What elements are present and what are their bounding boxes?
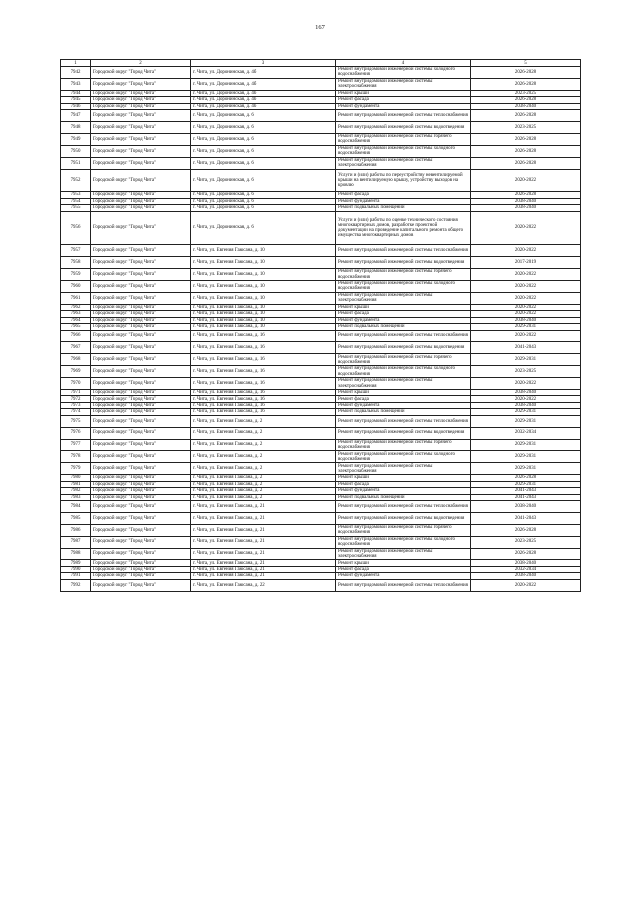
period-cell: 2038-2040 (471, 317, 581, 323)
table-row (61, 524, 581, 536)
period-cell: 2026-2028 (471, 97, 581, 103)
address-cell: г. Чита, ул. Евгения Гаюсана, д. 10 (191, 245, 336, 257)
municipality-cell: Городской округ "Город Чита" (91, 145, 191, 157)
municipality-cell: Городской округ "Город Чита" (91, 560, 191, 566)
municipality-cell: Городской округ "Город Чита" (91, 439, 191, 451)
municipality-cell: Городской округ "Город Чита" (91, 481, 191, 487)
row-number: 7960 (61, 281, 91, 293)
table-row (61, 512, 581, 524)
address-cell: г. Чита, ул. Евгения Гаюсана, д. 21 (191, 512, 336, 524)
period-cell: 2023-2025 (471, 121, 581, 133)
period-cell: 2026-2028 (471, 67, 581, 79)
municipality-cell: Городской округ "Город Чита" (91, 169, 191, 192)
table-row (61, 366, 581, 378)
address-cell: г. Чита, ул. Евгения Гаюсана, д. 2 (191, 463, 336, 475)
municipality-cell: Городской округ "Город Чита" (91, 451, 191, 463)
period-cell: 2029-2031 (471, 439, 581, 451)
table-row (61, 463, 581, 475)
period-cell: 2020-2022 (471, 330, 581, 342)
work-type-cell: Ремонт внутридомовой инженерной системы холодного водоснабжения (336, 281, 471, 293)
work-type-cell: Ремонт крыши (336, 90, 471, 96)
municipality-cell: Городской округ "Город Чита" (91, 157, 191, 169)
address-cell: г. Чита, ул. Доронинская, д. 6 (191, 145, 336, 157)
work-type-cell: Ремонт внутридомовой инженерной системы электроснабжения (336, 378, 471, 390)
address-cell: г. Чита, ул. Евгения Гаюсана, д. 16 (191, 409, 336, 415)
municipality-cell: Городской округ "Город Чита" (91, 198, 191, 204)
table-body (61, 67, 581, 592)
column-header: 3 (191, 60, 336, 67)
column-header: 1 (61, 60, 91, 67)
work-type-cell: Ремонт внутридомовой инженерной системы водоотведения (336, 257, 471, 269)
municipality-cell: Городской округ "Город Чита" (91, 133, 191, 145)
work-type-cell: Ремонт внутридомовой инженерной системы теплоснабжения (336, 245, 471, 257)
row-number: 7963 (61, 311, 91, 317)
municipality-cell: Городской округ "Город Чита" (91, 378, 191, 390)
address-cell: г. Чита, ул. Евгения Гаюсана, д. 22 (191, 579, 336, 591)
table-row (61, 257, 581, 269)
row-number: 7988 (61, 548, 91, 560)
row-number: 7951 (61, 157, 91, 169)
period-cell: 2038-2040 (471, 205, 581, 211)
work-type-cell: Ремонт крыши (336, 475, 471, 481)
period-cell: 2038-2040 (471, 500, 581, 512)
table-row (61, 427, 581, 439)
table-row (61, 169, 581, 192)
municipality-cell: Городской округ "Город Чита" (91, 488, 191, 494)
row-number: 7958 (61, 257, 91, 269)
table-row (61, 145, 581, 157)
address-cell: г. Чита, ул. Евгения Гаюсана, д. 21 (191, 573, 336, 579)
address-cell: г. Чита, ул. Доронинская, д. 4б (191, 103, 336, 109)
table-row (61, 548, 581, 560)
row-number: 7978 (61, 451, 91, 463)
municipality-cell: Городской округ "Город Чита" (91, 192, 191, 198)
table-row (61, 378, 581, 390)
municipality-cell: Городской округ "Город Чита" (91, 524, 191, 536)
period-cell: 2038-2040 (471, 198, 581, 204)
table-row (61, 439, 581, 451)
address-cell: г. Чита, ул. Доронинская, д. 6 (191, 205, 336, 211)
work-type-cell: Ремонт внутридомовой инженерной системы теплоснабжения (336, 110, 471, 122)
municipality-cell: Городской округ "Город Чита" (91, 512, 191, 524)
municipality-cell: Городской округ "Город Чита" (91, 427, 191, 439)
work-type-cell: Ремонт внутридомовой инженерной системы теплоснабжения (336, 415, 471, 427)
period-cell: 2020-2022 (471, 579, 581, 591)
address-cell: г. Чита, ул. Евгения Гаюсана, д. 21 (191, 536, 336, 548)
row-number: 7946 (61, 103, 91, 109)
work-type-cell: Ремонт фасада (336, 481, 471, 487)
work-type-cell: Ремонт фасада (336, 396, 471, 402)
address-cell: г. Чита, ул. Евгения Гаюсана, д. 10 (191, 257, 336, 269)
address-cell: г. Чита, ул. Доронинская, д. 4б (191, 78, 336, 90)
period-cell: 2029-2031 (471, 324, 581, 330)
table-row (61, 245, 581, 257)
period-cell: 2026-2028 (471, 145, 581, 157)
period-cell: 2029-2031 (471, 415, 581, 427)
work-type-cell: Ремонт внутридомовой инженерной системы теплоснабжения (336, 579, 471, 591)
municipality-cell: Городской округ "Город Чита" (91, 494, 191, 500)
row-number: 7989 (61, 560, 91, 566)
municipality-cell: Городской округ "Город Чита" (91, 415, 191, 427)
address-cell: г. Чита, ул. Евгения Гаюсана, д. 16 (191, 366, 336, 378)
period-cell: 2020-2022 (471, 378, 581, 390)
period-cell: 2020-2022 (471, 396, 581, 402)
table-row (61, 110, 581, 122)
work-type-cell: Ремонт внутридомовой инженерной системы электроснабжения (336, 548, 471, 560)
work-type-cell: Ремонт внутридомовой инженерной системы водоотведения (336, 342, 471, 354)
period-cell: 2017-2019 (471, 257, 581, 269)
work-type-cell: Ремонт внутридомовой инженерной системы электроснабжения (336, 292, 471, 304)
municipality-cell: Городской округ "Город Чита" (91, 103, 191, 109)
address-cell: г. Чита, ул. Доронинская, д. 4б (191, 90, 336, 96)
row-number: 7986 (61, 524, 91, 536)
address-cell: г. Чита, ул. Евгения Гаюсана, д. 2 (191, 481, 336, 487)
row-number: 7968 (61, 354, 91, 366)
period-cell: 2029-2031 (471, 409, 581, 415)
row-number: 7948 (61, 121, 91, 133)
period-cell: 2032-2034 (471, 566, 581, 572)
municipality-cell: Городской округ "Город Чита" (91, 342, 191, 354)
table-row (61, 133, 581, 145)
work-type-cell: Ремонт внутридомовой инженерной системы холодного водоснабжения (336, 67, 471, 79)
period-cell: 2038-2040 (471, 103, 581, 109)
period-cell: 2020-2022 (471, 211, 581, 245)
address-cell: г. Чита, ул. Евгения Гаюсана, д. 10 (191, 281, 336, 293)
address-cell: г. Чита, ул. Евгения Гаюсана, д. 16 (191, 396, 336, 402)
address-cell: г. Чита, ул. Евгения Гаюсана, д. 21 (191, 500, 336, 512)
work-type-cell: Ремонт внутридомовой инженерной системы электроснабжения (336, 78, 471, 90)
municipality-cell: Городской округ "Город Чита" (91, 354, 191, 366)
work-type-cell: Ремонт внутридомовой инженерной системы горячего водоснабжения (336, 524, 471, 536)
municipality-cell: Городской округ "Город Чита" (91, 548, 191, 560)
table-row (61, 451, 581, 463)
municipality-cell: Городской округ "Город Чита" (91, 245, 191, 257)
row-number: 7991 (61, 573, 91, 579)
municipality-cell: Городской округ "Город Чита" (91, 324, 191, 330)
work-type-cell: Ремонт внутридомовой инженерной системы теплоснабжения (336, 500, 471, 512)
table-row (61, 121, 581, 133)
row-number: 7971 (61, 390, 91, 396)
row-number: 7954 (61, 198, 91, 204)
period-cell: 2020-2022 (471, 281, 581, 293)
period-cell: 2026-2028 (471, 110, 581, 122)
municipality-cell: Городской округ "Город Чита" (91, 463, 191, 475)
row-number: 7976 (61, 427, 91, 439)
municipality-cell: Городской округ "Город Чита" (91, 110, 191, 122)
work-type-cell: Ремонт фундамента (336, 198, 471, 204)
municipality-cell: Городской округ "Город Чита" (91, 475, 191, 481)
table-row (61, 292, 581, 304)
address-cell: г. Чита, ул. Евгения Гаюсана, д. 2 (191, 427, 336, 439)
work-type-cell: Ремонт внутридомовой инженерной системы горячего водоснабжения (336, 133, 471, 145)
municipality-cell: Городской округ "Город Чита" (91, 390, 191, 396)
row-number: 7950 (61, 145, 91, 157)
row-number: 7969 (61, 366, 91, 378)
work-type-cell: Ремонт внутридомовой инженерной системы холодного водоснабжения (336, 536, 471, 548)
table-row (61, 269, 581, 281)
address-cell: г. Чита, ул. Доронинская, д. 6 (191, 121, 336, 133)
row-number: 7992 (61, 579, 91, 591)
address-cell: г. Чита, ул. Евгения Гаюсана, д. 21 (191, 560, 336, 566)
row-number: 7974 (61, 409, 91, 415)
row-number: 7961 (61, 292, 91, 304)
address-cell: г. Чита, ул. Евгения Гаюсана, д. 2 (191, 494, 336, 500)
address-cell: г. Чита, ул. Евгения Гаюсана, д. 2 (191, 488, 336, 494)
period-cell: 2020-2022 (471, 169, 581, 192)
municipality-cell: Городской округ "Город Чита" (91, 500, 191, 512)
work-type-cell: Ремонт внутридомовой инженерной системы водоотведения (336, 121, 471, 133)
table-row (61, 342, 581, 354)
row-number: 7979 (61, 463, 91, 475)
row-number: 7967 (61, 342, 91, 354)
work-type-cell: Ремонт внутридомовой инженерной системы горячего водоснабжения (336, 439, 471, 451)
address-cell: г. Чита, ул. Евгения Гаюсана, д. 10 (191, 292, 336, 304)
period-cell: 2029-2031 (471, 354, 581, 366)
period-cell: 2029-2031 (471, 481, 581, 487)
table-header (61, 60, 581, 67)
row-number: 7966 (61, 330, 91, 342)
row-number: 7973 (61, 402, 91, 408)
municipality-cell: Городской округ "Город Чита" (91, 67, 191, 79)
table-row (61, 330, 581, 342)
row-number: 7975 (61, 415, 91, 427)
period-cell: 2020-2022 (471, 292, 581, 304)
address-cell: г. Чита, ул. Доронинская, д. 6 (191, 157, 336, 169)
work-type-cell: Ремонт внутридомовой инженерной системы водоотведения (336, 427, 471, 439)
address-cell: г. Чита, ул. Евгения Гаюсана, д. 10 (191, 304, 336, 310)
address-cell: г. Чита, ул. Евгения Гаюсана, д. 16 (191, 330, 336, 342)
period-cell: 2026-2028 (471, 192, 581, 198)
table-row (61, 281, 581, 293)
municipality-cell: Городской округ "Город Чита" (91, 396, 191, 402)
work-type-cell: Ремонт внутридомовой инженерной системы холодного водоснабжения (336, 145, 471, 157)
work-type-cell: Ремонт фундамента (336, 488, 471, 494)
work-type-cell: Ремонт фасада (336, 311, 471, 317)
row-number: 7981 (61, 481, 91, 487)
row-number: 7949 (61, 133, 91, 145)
municipality-cell: Городской округ "Город Чита" (91, 579, 191, 591)
address-cell: г. Чита, ул. Доронинская, д. 6 (191, 133, 336, 145)
row-number: 7945 (61, 97, 91, 103)
municipality-cell: Городской округ "Город Чита" (91, 205, 191, 211)
municipality-cell: Городской округ "Город Чита" (91, 317, 191, 323)
row-number: 7942 (61, 67, 91, 79)
row-number: 7943 (61, 78, 91, 90)
table-row (61, 579, 581, 591)
row-number: 7987 (61, 536, 91, 548)
work-type-cell: Ремонт подвальных помещений (336, 494, 471, 500)
municipality-cell: Городской округ "Город Чита" (91, 311, 191, 317)
address-cell: г. Чита, ул. Евгения Гаюсана, д. 21 (191, 566, 336, 572)
period-cell: 2026-2028 (471, 524, 581, 536)
table-row (61, 415, 581, 427)
address-cell: г. Чита, ул. Евгения Гаюсана, д. 10 (191, 311, 336, 317)
period-cell: 2029-2031 (471, 463, 581, 475)
address-cell: г. Чита, ул. Евгения Гаюсана, д. 10 (191, 317, 336, 323)
column-header: 4 (336, 60, 471, 67)
row-number: 7977 (61, 439, 91, 451)
municipality-cell: Городской округ "Город Чита" (91, 78, 191, 90)
municipality-cell: Городской округ "Город Чита" (91, 536, 191, 548)
work-type-cell: Ремонт крыши (336, 304, 471, 310)
table-row (61, 500, 581, 512)
period-cell: 2023-2025 (471, 536, 581, 548)
row-number: 7965 (61, 324, 91, 330)
period-cell: 2026-2028 (471, 133, 581, 145)
table-row (61, 536, 581, 548)
municipality-cell: Городской округ "Город Чита" (91, 90, 191, 96)
period-cell: 2041-2043 (471, 494, 581, 500)
work-type-cell: Ремонт фасада (336, 566, 471, 572)
address-cell: г. Чита, ул. Евгения Гаюсана, д. 16 (191, 354, 336, 366)
row-number: 7985 (61, 512, 91, 524)
table-row (61, 67, 581, 79)
municipality-cell: Городской округ "Город Чита" (91, 330, 191, 342)
address-cell: г. Чита, ул. Доронинская, д. 6 (191, 211, 336, 245)
row-number: 7982 (61, 488, 91, 494)
work-type-cell: Ремонт фундамента (336, 402, 471, 408)
municipality-cell: Городской округ "Город Чита" (91, 402, 191, 408)
row-number: 7959 (61, 269, 91, 281)
row-number: 7990 (61, 566, 91, 572)
period-cell: 2023-2025 (471, 366, 581, 378)
period-cell: 2020-2022 (471, 269, 581, 281)
address-cell: г. Чита, ул. Евгения Гаюсана, д. 21 (191, 524, 336, 536)
work-type-cell: Ремонт фундамента (336, 573, 471, 579)
capital-repair-table (60, 59, 581, 592)
row-number: 7972 (61, 396, 91, 402)
address-cell: г. Чита, ул. Евгения Гаюсана, д. 2 (191, 415, 336, 427)
row-number: 7947 (61, 110, 91, 122)
table-row (61, 78, 581, 90)
municipality-cell: Городской округ "Город Чита" (91, 409, 191, 415)
municipality-cell: Городской округ "Город Чита" (91, 211, 191, 245)
address-cell: г. Чита, ул. Евгения Гаюсана, д. 16 (191, 342, 336, 354)
work-type-cell: Ремонт подвальных помещений (336, 205, 471, 211)
row-number: 7983 (61, 494, 91, 500)
period-cell: 2020-2022 (471, 245, 581, 257)
period-cell: 2038-2040 (471, 573, 581, 579)
work-type-cell: Ремонт подвальных помещений (336, 409, 471, 415)
address-cell: г. Чита, ул. Доронинская, д. 4б (191, 97, 336, 103)
address-cell: г. Чита, ул. Евгения Гаюсана, д. 2 (191, 439, 336, 451)
column-header: 2 (91, 60, 191, 67)
period-cell: 2020-2022 (471, 304, 581, 310)
address-cell: г. Чита, ул. Евгения Гаюсана, д. 2 (191, 475, 336, 481)
row-number: 7962 (61, 304, 91, 310)
period-cell: 2041-2043 (471, 488, 581, 494)
period-cell: 2032-2034 (471, 427, 581, 439)
period-cell: 2023-2025 (471, 90, 581, 96)
period-cell: 2020-2022 (471, 311, 581, 317)
period-cell: 2038-2040 (471, 390, 581, 396)
municipality-cell: Городской округ "Город Чита" (91, 121, 191, 133)
work-type-cell: Ремонт крыши (336, 390, 471, 396)
row-number: 7957 (61, 245, 91, 257)
work-type-cell: Ремонт внутридомовой инженерной системы электроснабжения (336, 157, 471, 169)
row-number: 7952 (61, 169, 91, 192)
row-number: 7964 (61, 317, 91, 323)
period-cell: 2041-2043 (471, 512, 581, 524)
address-cell: г. Чита, ул. Доронинская, д. 4б (191, 67, 336, 79)
period-cell: 2026-2028 (471, 78, 581, 90)
row-number: 7984 (61, 500, 91, 512)
row-number: 7953 (61, 192, 91, 198)
period-cell: 2041-2043 (471, 342, 581, 354)
row-number: 7970 (61, 378, 91, 390)
table-row (61, 354, 581, 366)
work-type-cell: Ремонт внутридомовой инженерной системы теплоснабжения (336, 330, 471, 342)
work-type-cell: Ремонт внутридомовой инженерной системы горячего водоснабжения (336, 354, 471, 366)
period-cell: 2026-2028 (471, 475, 581, 481)
row-number: 7944 (61, 90, 91, 96)
municipality-cell: Городской округ "Город Чита" (91, 566, 191, 572)
work-type-cell: Ремонт крыши (336, 560, 471, 566)
municipality-cell: Городской округ "Город Чита" (91, 292, 191, 304)
row-number: 7980 (61, 475, 91, 481)
page-number: 167 (315, 24, 325, 31)
municipality-cell: Городской округ "Город Чита" (91, 257, 191, 269)
table-row (61, 211, 581, 245)
period-cell: 2038-2040 (471, 560, 581, 566)
work-type-cell: Услуги и (или) работы по переустройству невентилируемой крыши на вентилируемую крышу, устройству выходов на кровлю (336, 169, 471, 192)
address-cell: г. Чита, ул. Евгения Гаюсана, д. 16 (191, 402, 336, 408)
row-number: 7956 (61, 211, 91, 245)
work-type-cell: Ремонт внутридомовой инженерной системы холодного водоснабжения (336, 451, 471, 463)
work-type-cell: Ремонт фундамента (336, 317, 471, 323)
address-cell: г. Чита, ул. Евгения Гаюсана, д. 2 (191, 451, 336, 463)
municipality-cell: Городской округ "Город Чита" (91, 304, 191, 310)
work-type-cell: Ремонт внутридомовой инженерной системы водоотведения (336, 512, 471, 524)
address-cell: г. Чита, ул. Евгения Гаюсана, д. 10 (191, 269, 336, 281)
municipality-cell: Городской округ "Город Чита" (91, 97, 191, 103)
work-type-cell: Ремонт внутридомовой инженерной системы электроснабжения (336, 463, 471, 475)
municipality-cell: Городской округ "Город Чита" (91, 366, 191, 378)
period-cell: 2038-2040 (471, 402, 581, 408)
period-cell: 2029-2031 (471, 451, 581, 463)
municipality-cell: Городской округ "Город Чита" (91, 281, 191, 293)
work-type-cell: Ремонт внутридомовой инженерной системы холодного водоснабжения (336, 366, 471, 378)
row-number: 7955 (61, 205, 91, 211)
municipality-cell: Городской округ "Город Чита" (91, 269, 191, 281)
address-cell: г. Чита, ул. Евгения Гаюсана, д. 21 (191, 548, 336, 560)
work-type-cell: Услуги и (или) работы по оценке технического состояния многоквартирных домов, разработке проектной документации на проведение капитального ремонта общего имущества многоквартирных домов (336, 211, 471, 245)
work-type-cell: Ремонт подвальных помещений (336, 324, 471, 330)
address-cell: г. Чита, ул. Доронинская, д. 6 (191, 110, 336, 122)
header-row (61, 60, 581, 67)
period-cell: 2026-2028 (471, 157, 581, 169)
table-row (61, 157, 581, 169)
address-cell: г. Чита, ул. Доронинская, д. 6 (191, 198, 336, 204)
work-type-cell: Ремонт фасада (336, 97, 471, 103)
address-cell: г. Чита, ул. Евгения Гаюсана, д. 16 (191, 378, 336, 390)
column-header: 5 (471, 60, 581, 67)
work-type-cell: Ремонт фасада (336, 192, 471, 198)
address-cell: г. Чита, ул. Евгения Гаюсана, д. 10 (191, 324, 336, 330)
municipality-cell: Городской округ "Город Чита" (91, 573, 191, 579)
address-cell: г. Чита, ул. Доронинская, д. 6 (191, 169, 336, 192)
work-type-cell: Ремонт внутридомовой инженерной системы горячего водоснабжения (336, 269, 471, 281)
period-cell: 2026-2028 (471, 548, 581, 560)
address-cell: г. Чита, ул. Доронинская, д. 6 (191, 192, 336, 198)
work-type-cell: Ремонт фундамента (336, 103, 471, 109)
address-cell: г. Чита, ул. Евгения Гаюсана, д. 16 (191, 390, 336, 396)
